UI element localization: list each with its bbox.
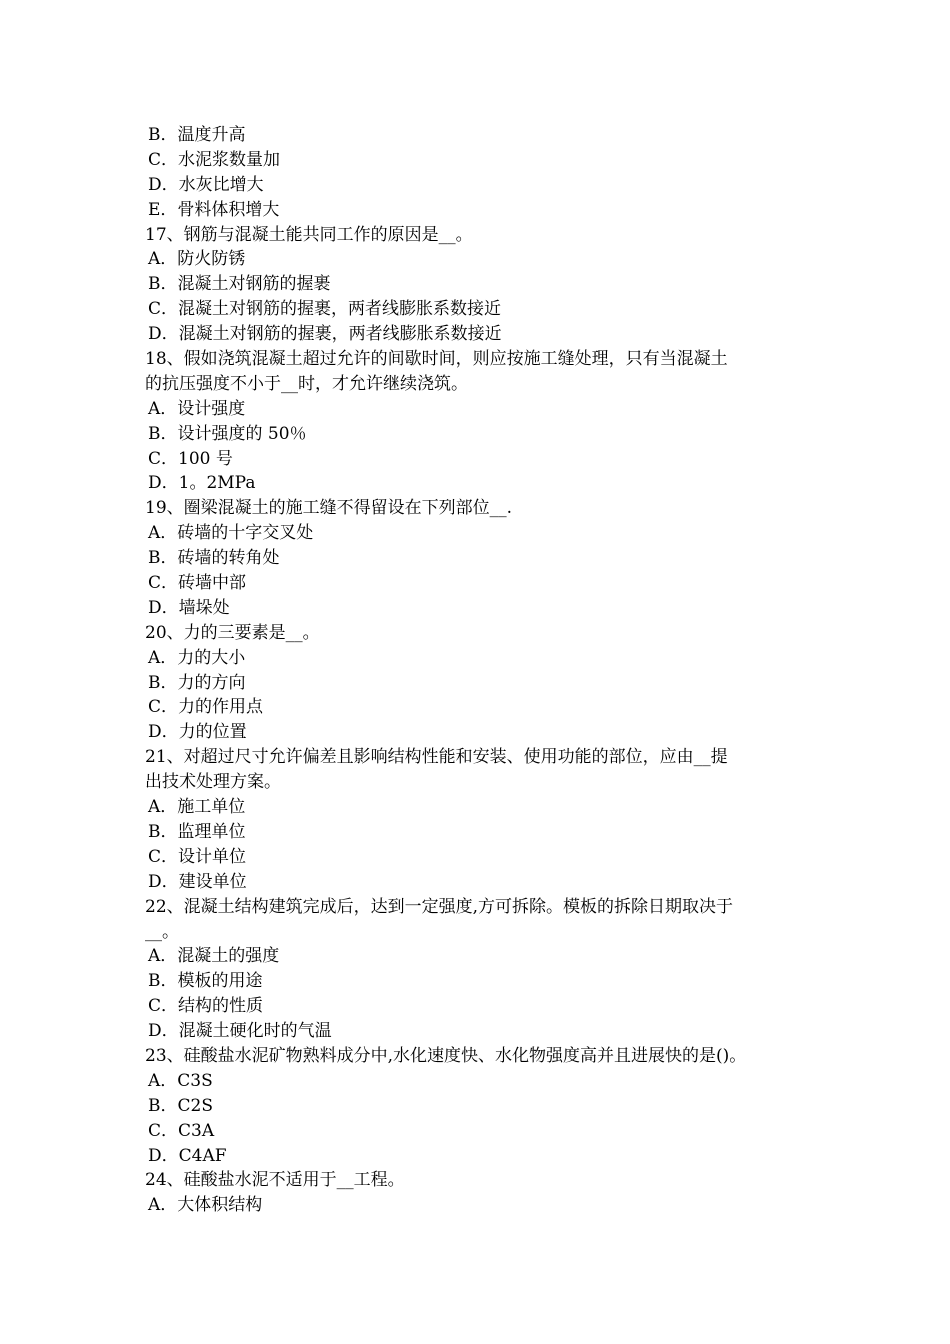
question-text: 的抗压强度不小于__时，才允许继续浇筑。 (145, 373, 468, 394)
answer-option: C．C3A (148, 1120, 215, 1141)
question-text: 出技术处理方案。 (145, 772, 281, 793)
answer-option: A．大体积结构 (148, 1195, 263, 1216)
answer-option: A．力的大小 (148, 647, 246, 668)
answer-option: B．温度升高 (148, 125, 246, 145)
answer-option: C．设计单位 (148, 846, 247, 867)
answer-option: A．砖墙的十字交叉处 (148, 523, 314, 544)
answer-option: D．力的位置 (148, 722, 247, 743)
answer-option: A．C3S (148, 1070, 213, 1091)
answer-option: C．水泥浆数量加 (148, 149, 281, 170)
answer-option: C．混凝土对钢筋的握裹，两者线膨胀系数接近 (148, 299, 502, 320)
answer-option: B．砖墙的转角处 (148, 548, 280, 569)
question-text: 18、假如浇筑混凝土超过允许的间歇时间，则应按施工缝处理，只有当混凝土 (145, 349, 728, 370)
answer-option: C．结构的性质 (148, 996, 264, 1017)
question-text: 22、混凝土结构建筑完成后，达到一定强度,方可拆除。模板的拆除日期取决于 (145, 896, 734, 917)
question-text: 23、硅酸盐水泥矿物熟料成分中,水化速度快、水化物强度高并且进展快的是()。 (145, 1045, 747, 1066)
question-text: 17、钢筋与混凝土能共同工作的原因是__。 (145, 224, 473, 245)
question-text: __。 (145, 921, 179, 942)
document-body (145, 123, 825, 1218)
answer-option: A．混凝土的强度 (148, 946, 280, 967)
answer-option: C．砖墙中部 (148, 573, 247, 594)
answer-option: D．1。2MPa (148, 473, 256, 494)
answer-option: B．监理单位 (148, 821, 246, 842)
question-text: 21、对超过尺寸允许偏差且影响结构性能和安装、使用功能的部位，应由__提 (145, 747, 728, 768)
answer-option: E．骨料体积增大 (148, 199, 280, 220)
answer-option: B．混凝土对钢筋的握裹 (148, 274, 331, 295)
answer-option: A．设计强度 (148, 398, 246, 419)
answer-option: D．墙垛处 (148, 597, 230, 618)
question-text: 24、硅酸盐水泥不适用于__工程。 (145, 1170, 405, 1191)
question-text: 19、圈梁混凝土的施工缝不得留设在下列部位__. (145, 498, 513, 519)
answer-option: B．C2S (148, 1095, 213, 1116)
question-text: 20、力的三要素是__。 (145, 622, 320, 643)
answer-option: B．力的方向 (148, 672, 246, 693)
answer-option: D．混凝土对钢筋的握裹，两者线膨胀系数接近 (148, 324, 502, 345)
answer-option: B．模板的用途 (148, 971, 263, 992)
answer-option: D．水灰比增大 (148, 174, 264, 195)
answer-option: C．100 号 (148, 448, 233, 469)
answer-option: A．防火防锈 (148, 249, 246, 270)
answer-option: B．设计强度的 50％ (148, 423, 307, 444)
answer-option: D．建设单位 (148, 871, 247, 892)
answer-option: A．施工单位 (148, 797, 246, 818)
answer-option: D．C4AF (148, 1145, 227, 1166)
answer-option: D．混凝土硬化时的气温 (148, 1021, 332, 1042)
answer-option: C．力的作用点 (148, 697, 264, 718)
